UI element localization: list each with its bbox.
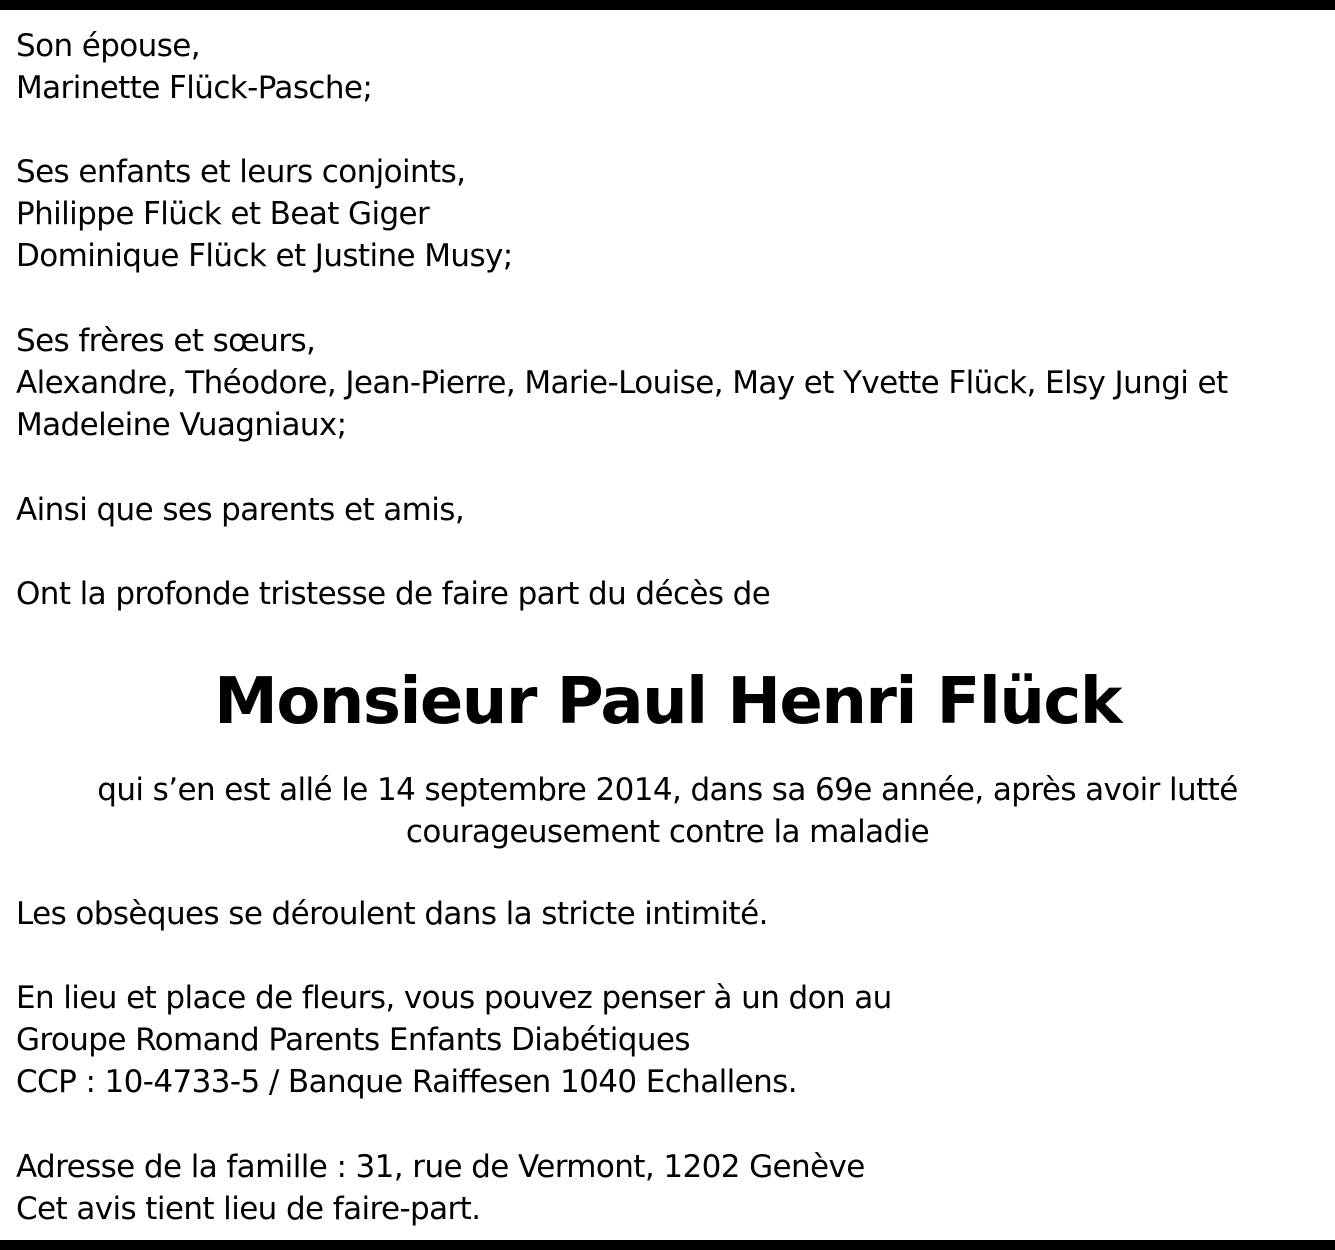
deceased-name: Monsieur Paul Henri Flück [214, 665, 1121, 739]
top-border-rule [0, 0, 1335, 10]
siblings-line-1: Alexandre, Théodore, Jean-Pierre, Marie-Louise, May et Yvette Flück, Elsy Jungi et [16, 365, 1228, 401]
spouse-name: Marinette Flück-Pasche; [16, 70, 373, 106]
announcement-line: Ont la profonde tristesse de faire part du décès de [16, 576, 771, 612]
bottom-border-rule [0, 1240, 1335, 1250]
relatives-line: Ainsi que ses parents et amis, [16, 492, 465, 528]
passing-line-2: courageusement contre la maladie [405, 814, 930, 850]
donation-line-1: En lieu et place de fleurs, vous pouvez penser à un don au [16, 980, 892, 1016]
family-address: Adresse de la famille : 31, rue de Vermont, 1202 Genève [16, 1149, 865, 1185]
donation-line-2: Groupe Romand Parents Enfants Diabétiques [16, 1022, 690, 1058]
children-line-2: Dominique Flück et Justine Musy; [16, 238, 513, 274]
donation-line-3: CCP : 10-4733-5 / Banque Raiffesen 1040 Echallens. [16, 1064, 797, 1100]
funeral-line: Les obsèques se déroulent dans la stricte intimité. [16, 896, 768, 932]
spouse-heading: Son épouse, [16, 28, 200, 64]
siblings-line-2: Madeleine Vuagniaux; [16, 407, 347, 443]
children-heading: Ses enfants et leurs conjoints, [16, 154, 466, 190]
children-line-1: Philippe Flück et Beat Giger [16, 196, 430, 232]
passing-line-1: qui s’en est allé le 14 septembre 2014, dans sa 69e année, après avoir lutté [97, 772, 1238, 808]
closing-line: Cet avis tient lieu de faire-part. [16, 1191, 481, 1227]
siblings-heading: Ses frères et sœurs, [16, 323, 316, 359]
